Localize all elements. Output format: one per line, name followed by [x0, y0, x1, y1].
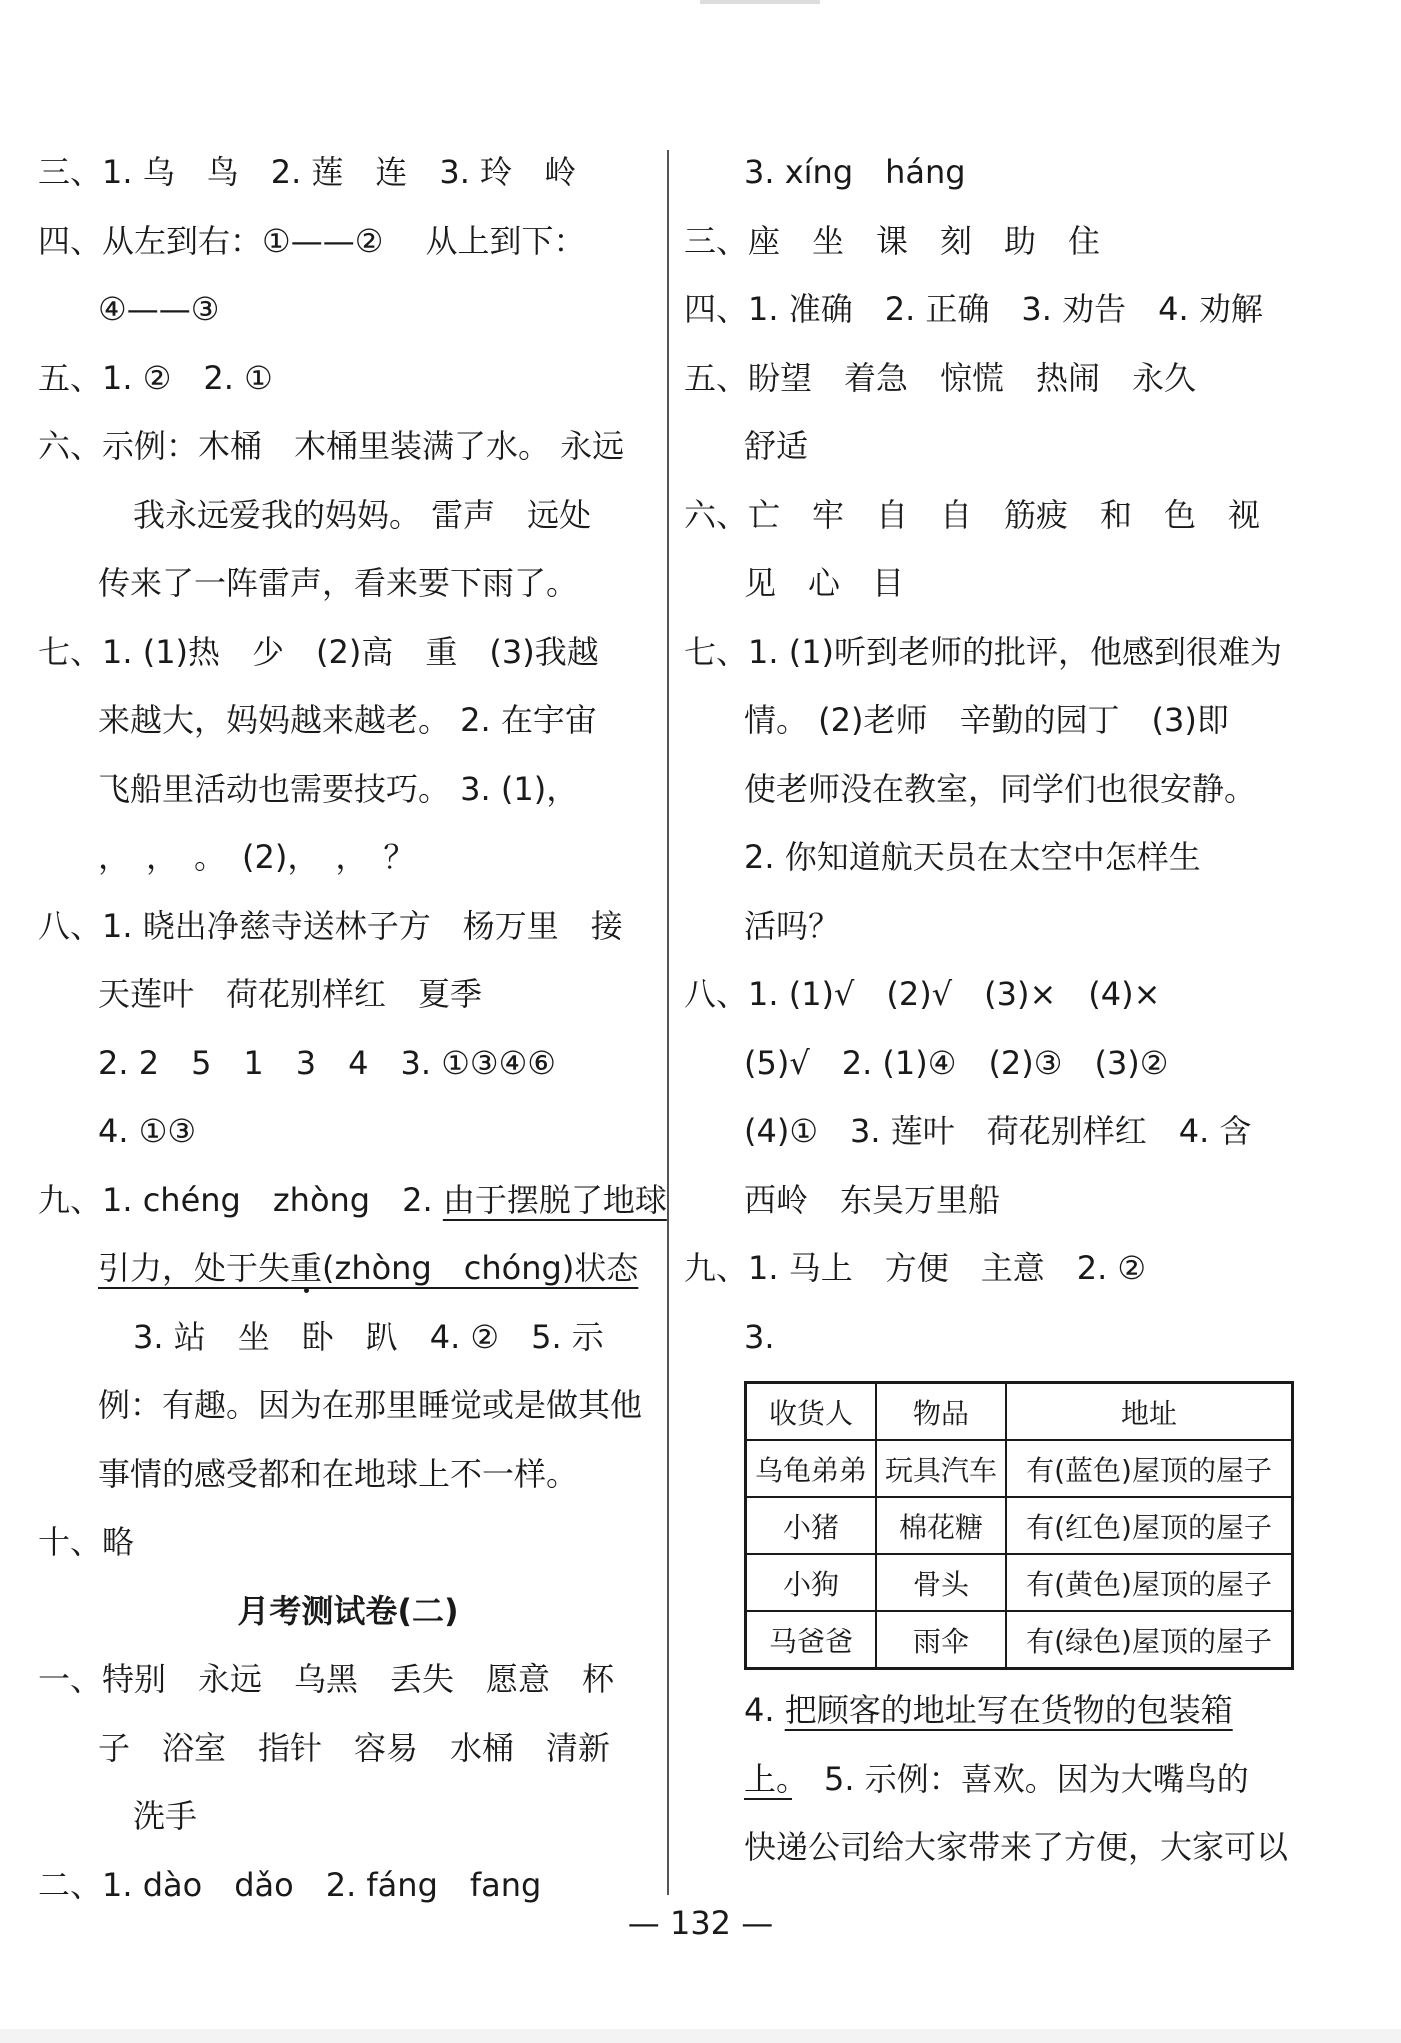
delivery-table: [744, 1381, 1294, 1670]
answer-line: 洗手: [133, 1797, 198, 1835]
left-answers-a: [38, 138, 658, 1166]
q9-underline-1: 由于摆脱了地球: [442, 1180, 667, 1219]
answer-line: 二、1. dào dǎo 2. fáng fang: [38, 1865, 542, 1904]
answer-line: 七、1. (1)热 少 (2)高 重 (3)我越: [38, 632, 599, 671]
answer-line: 例：有趣。因为在那里睡觉或是做其他: [98, 1386, 643, 1424]
answer-line: 事情的感受都和在地球上不一样。: [98, 1454, 579, 1493]
answer-line: (4)① 3. 莲叶 荷花别样红 4. 含: [744, 1112, 1252, 1150]
answer-line: (5)√ 2. (1)④ (2)③ (3)②: [744, 1043, 1169, 1082]
answer-line: 2. 2 5 1 3 4 3. ①③④⑥: [98, 1043, 556, 1082]
table-cell: 马爸爸: [746, 1611, 877, 1669]
answer-line: 活吗？: [744, 906, 841, 945]
answer-line: 一、特别 永远 乌黑 丢失 愿意 杯: [38, 1660, 615, 1698]
table-row: [746, 1611, 1293, 1669]
left-q9-line2: [38, 1234, 658, 1303]
table-body: [746, 1440, 1293, 1669]
section-title: 月考测试卷(二): [237, 1591, 459, 1630]
answer-line: 八、1. (1)√ (2)√ (3)× (4)×: [684, 975, 1161, 1013]
answer-line: 三、1. 乌 鸟 2. 莲 连 3. 玲 岭: [38, 153, 577, 191]
answer-line: ④——③: [98, 290, 220, 328]
answer-line: 飞船里活动也需要技巧。 3. (1)，: [98, 769, 579, 808]
answer-line: 3.: [744, 1317, 775, 1356]
answer-line: 四、从左到右：①——② 从上到下：: [38, 221, 586, 260]
answer-line: 子 浴室 指针 容易 水桶 清新: [98, 1728, 611, 1767]
left-answers-b: [38, 1303, 658, 1577]
answer-line: 使老师没在教室，同学们也很安静。: [744, 769, 1257, 808]
table-cell: 小猪: [746, 1497, 877, 1554]
table-cell: 小狗: [746, 1554, 877, 1611]
tail-prefix: 4.: [744, 1691, 785, 1729]
right-column: [684, 138, 1304, 1882]
answer-line: 4. ①③: [98, 1112, 197, 1150]
answer-line: 我永远爱我的妈妈。 雷声 远处: [133, 495, 592, 534]
answer-line: 2. 你知道航天员在太空中怎样生: [744, 838, 1201, 876]
right-tail-line2: [684, 1745, 1304, 1814]
left-q9-line1: [38, 1166, 667, 1235]
q9-prefix: 九、1. chéng zhòng 2.: [38, 1180, 443, 1219]
left-column: [38, 138, 667, 1919]
answer-line: 四、1. 准确 2. 正确 3. 劝告 4. 劝解: [684, 290, 1263, 328]
tail-line2-rest: 5. 示例：喜欢。因为大嘴鸟的: [792, 1759, 1249, 1798]
header-recipient: 收货人: [746, 1383, 877, 1441]
answer-line: 天莲叶 荷花别样红 夏季: [98, 975, 483, 1013]
table-cell: 棉花糖: [876, 1497, 1006, 1554]
table-header-row: [746, 1383, 1293, 1441]
table-row: [746, 1497, 1293, 1554]
column-divider: [667, 150, 669, 1895]
answer-line: 见 心 目: [744, 564, 905, 602]
answer-line: 西岭 东吴万里船: [744, 1180, 1001, 1219]
tail-underline-2: 上。: [744, 1759, 793, 1798]
table-row: [746, 1440, 1293, 1497]
table-cell: 雨伞: [876, 1611, 1006, 1669]
q9-underline-2: [98, 1249, 638, 1287]
table-cell: 有(红色)屋顶的屋子: [1006, 1497, 1293, 1554]
answer-line: 传来了一阵雷声，看来要下雨了。: [98, 564, 579, 602]
q9-underline-2-post: (zhòng chóng)状态: [322, 1249, 639, 1287]
answer-line: 3. xíng háng: [744, 153, 966, 191]
q9-dotted-char: 重: [290, 1249, 323, 1287]
answer-line: 十、略: [38, 1523, 135, 1561]
scan-top-mark: [700, 0, 820, 4]
answer-line: 六、示例：木桶 木桶里装满了水。 永远: [38, 427, 625, 465]
right-answers: [684, 138, 1304, 1371]
table-cell: 有(黄色)屋顶的屋子: [1006, 1554, 1293, 1611]
header-item: 物品: [876, 1383, 1006, 1441]
answer-line: 九、1. 马上 方便 主意 2. ②: [684, 1249, 1147, 1287]
answer-line: 八、1. 晓出净慈寺送林子方 杨万里 接: [38, 906, 623, 945]
answer-line: 情。 (2)老师 辛勤的园丁 (3)即: [744, 701, 1229, 739]
answer-line: 七、1. (1)听到老师的批评，他感到很难为: [684, 632, 1283, 671]
table-cell: 有(蓝色)屋顶的屋子: [1006, 1440, 1293, 1497]
table-cell: 乌龟弟弟: [746, 1440, 877, 1497]
answer-line: 五、盼望 着急 惊慌 热闹 永久: [684, 358, 1197, 397]
q9-underline-2-pre: 引力，处于失: [98, 1249, 291, 1287]
table-cell: 有(绿色)屋顶的屋子: [1006, 1611, 1293, 1669]
table-cell: 骨头: [876, 1554, 1006, 1611]
answer-line: 六、亡 牢 自 自 筋疲 和 色 视: [684, 495, 1261, 534]
right-tail-line1: [684, 1676, 1304, 1745]
right-tail-line3: 快递公司给大家带来了方便，大家可以: [744, 1828, 1289, 1866]
answer-line: 来越大，妈妈越来越老。 2. 在宇宙: [98, 701, 597, 739]
table-cell: 玩具汽车: [876, 1440, 1006, 1497]
scan-bottom-band: [0, 2029, 1401, 2043]
answer-line: 三、座 坐 课 刻 助 住: [684, 221, 1101, 260]
answer-line: 舒适: [744, 427, 809, 465]
page-number: — 132 —: [627, 1904, 774, 1942]
answer-line: 五、1. ② 2. ①: [38, 358, 273, 397]
answer-line: ， ， 。 (2)， ， ？: [98, 838, 416, 876]
header-address: 地址: [1006, 1383, 1293, 1441]
answer-line: 3. 站 坐 卧 趴 4. ② 5. 示: [133, 1317, 604, 1356]
table-row: [746, 1554, 1293, 1611]
tail-underline-1: 把顾客的地址写在货物的包装箱: [784, 1691, 1233, 1729]
left-answers-c: [38, 1645, 658, 1919]
